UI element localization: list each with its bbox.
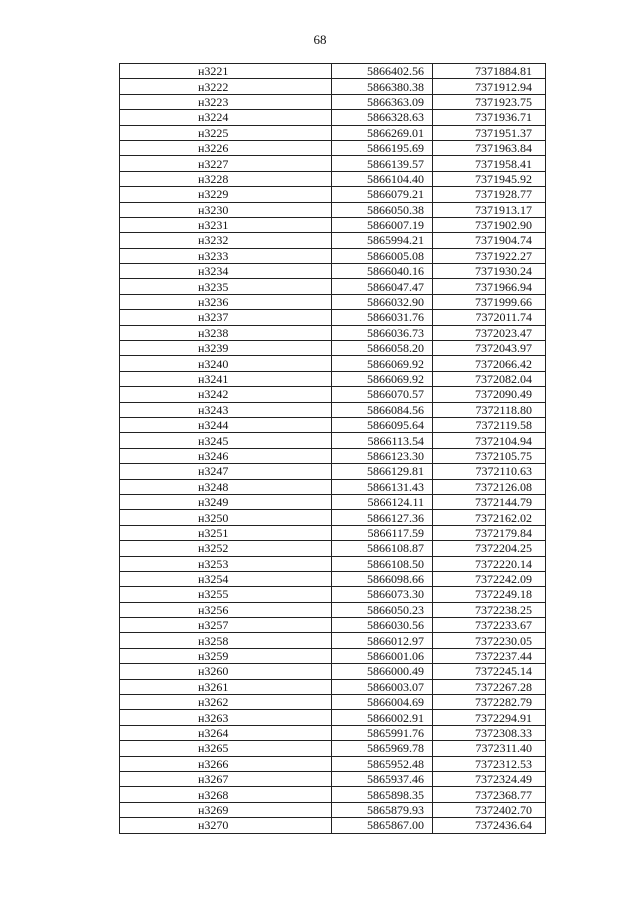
table-row — [120, 402, 546, 417]
x-coordinate-cell: 5865867.00 — [332, 818, 433, 833]
y-coordinate-cell: 7372179.84 — [433, 525, 546, 540]
point-id-cell: н3251 — [120, 525, 332, 540]
x-coordinate-cell: 5866127.36 — [332, 510, 433, 525]
x-coordinate-cell: 5865994.21 — [332, 233, 433, 248]
point-id-cell: н3263 — [120, 710, 332, 725]
x-coordinate-cell: 5866036.73 — [332, 325, 433, 340]
point-id-cell: н3232 — [120, 233, 332, 248]
y-coordinate-cell: 7372402.70 — [433, 802, 546, 817]
y-coordinate-cell: 7371936.71 — [433, 110, 546, 125]
coordinates-table — [119, 63, 546, 834]
table-row — [120, 648, 546, 663]
y-coordinate-cell: 7371963.84 — [433, 140, 546, 155]
table-row — [120, 417, 546, 432]
table-row — [120, 571, 546, 586]
point-id-cell: н3226 — [120, 140, 332, 155]
table-row — [120, 371, 546, 386]
x-coordinate-cell: 5866031.76 — [332, 310, 433, 325]
y-coordinate-cell: 7372011.74 — [433, 310, 546, 325]
point-id-cell: н3250 — [120, 510, 332, 525]
y-coordinate-cell: 7372282.79 — [433, 695, 546, 710]
table-row — [120, 510, 546, 525]
point-id-cell: н3265 — [120, 741, 332, 756]
point-id-cell: н3239 — [120, 341, 332, 356]
x-coordinate-cell: 5866117.59 — [332, 525, 433, 540]
x-coordinate-cell: 5866108.50 — [332, 556, 433, 571]
table-row — [120, 679, 546, 694]
point-id-cell: н3260 — [120, 664, 332, 679]
x-coordinate-cell: 5866098.66 — [332, 571, 433, 586]
y-coordinate-cell: 7372311.40 — [433, 741, 546, 756]
x-coordinate-cell: 5866108.87 — [332, 541, 433, 556]
y-coordinate-cell: 7372312.53 — [433, 756, 546, 771]
point-id-cell: н3269 — [120, 802, 332, 817]
point-id-cell: н3267 — [120, 771, 332, 786]
table-row — [120, 248, 546, 263]
table-row — [120, 556, 546, 571]
x-coordinate-cell: 5866012.97 — [332, 633, 433, 648]
table-row — [120, 618, 546, 633]
y-coordinate-cell: 7372126.08 — [433, 479, 546, 494]
y-coordinate-cell: 7371922.27 — [433, 248, 546, 263]
x-coordinate-cell: 5866070.57 — [332, 387, 433, 402]
x-coordinate-cell: 5866003.07 — [332, 679, 433, 694]
y-coordinate-cell: 7371904.74 — [433, 233, 546, 248]
x-coordinate-cell: 5866129.81 — [332, 464, 433, 479]
table-row — [120, 279, 546, 294]
x-coordinate-cell: 5866073.30 — [332, 587, 433, 602]
table-row — [120, 217, 546, 232]
x-coordinate-cell: 5866380.38 — [332, 79, 433, 94]
table-row — [120, 156, 546, 171]
y-coordinate-cell: 7372043.97 — [433, 341, 546, 356]
point-id-cell: н3234 — [120, 264, 332, 279]
x-coordinate-cell: 5866095.64 — [332, 417, 433, 432]
x-coordinate-cell: 5866104.40 — [332, 171, 433, 186]
point-id-cell: н3252 — [120, 541, 332, 556]
y-coordinate-cell: 7372162.02 — [433, 510, 546, 525]
x-coordinate-cell: 5866030.56 — [332, 618, 433, 633]
table-row — [120, 771, 546, 786]
x-coordinate-cell: 5866005.08 — [332, 248, 433, 263]
y-coordinate-cell: 7372104.94 — [433, 433, 546, 448]
table-row — [120, 725, 546, 740]
table-row — [120, 633, 546, 648]
y-coordinate-cell: 7372242.09 — [433, 571, 546, 586]
x-coordinate-cell: 5865898.35 — [332, 787, 433, 802]
table-row — [120, 756, 546, 771]
point-id-cell: н3243 — [120, 402, 332, 417]
x-coordinate-cell: 5865879.93 — [332, 802, 433, 817]
x-coordinate-cell: 5866050.23 — [332, 602, 433, 617]
x-coordinate-cell: 5866047.47 — [332, 279, 433, 294]
table-row — [120, 479, 546, 494]
y-coordinate-cell: 7372233.67 — [433, 618, 546, 633]
table-row — [120, 818, 546, 833]
table-row — [120, 541, 546, 556]
y-coordinate-cell: 7371902.90 — [433, 217, 546, 232]
table-row — [120, 325, 546, 340]
page-number: 68 — [313, 32, 327, 47]
point-id-cell: н3256 — [120, 602, 332, 617]
y-coordinate-cell: 7372220.14 — [433, 556, 546, 571]
y-coordinate-cell: 7372119.58 — [433, 417, 546, 432]
y-coordinate-cell: 7372082.04 — [433, 371, 546, 386]
x-coordinate-cell: 5866328.63 — [332, 110, 433, 125]
table-row — [120, 125, 546, 140]
x-coordinate-cell: 5866040.16 — [332, 264, 433, 279]
point-id-cell: н3253 — [120, 556, 332, 571]
y-coordinate-cell: 7371930.24 — [433, 264, 546, 279]
table-row — [120, 433, 546, 448]
point-id-cell: н3231 — [120, 217, 332, 232]
y-coordinate-cell: 7371912.94 — [433, 79, 546, 94]
x-coordinate-cell: 5866402.56 — [332, 64, 433, 79]
y-coordinate-cell: 7371928.77 — [433, 187, 546, 202]
point-id-cell: н3266 — [120, 756, 332, 771]
table-row — [120, 140, 546, 155]
table-row — [120, 310, 546, 325]
x-coordinate-cell: 5866000.49 — [332, 664, 433, 679]
table-row — [120, 294, 546, 309]
point-id-cell: н3244 — [120, 417, 332, 432]
table-row — [120, 741, 546, 756]
y-coordinate-cell: 7372105.75 — [433, 448, 546, 463]
y-coordinate-cell: 7372324.49 — [433, 771, 546, 786]
table-row — [120, 94, 546, 109]
x-coordinate-cell: 5866058.20 — [332, 341, 433, 356]
y-coordinate-cell: 7372308.33 — [433, 725, 546, 740]
y-coordinate-cell: 7372436.64 — [433, 818, 546, 833]
table-row — [120, 110, 546, 125]
x-coordinate-cell: 5866269.01 — [332, 125, 433, 140]
x-coordinate-cell: 5866084.56 — [332, 402, 433, 417]
y-coordinate-cell: 7372204.25 — [433, 541, 546, 556]
y-coordinate-cell: 7372294.91 — [433, 710, 546, 725]
point-id-cell: н3238 — [120, 325, 332, 340]
x-coordinate-cell: 5866139.57 — [332, 156, 433, 171]
x-coordinate-cell: 5866363.09 — [332, 94, 433, 109]
y-coordinate-cell: 7372245.14 — [433, 664, 546, 679]
point-id-cell: н3223 — [120, 94, 332, 109]
y-coordinate-cell: 7371951.37 — [433, 125, 546, 140]
point-id-cell: н3233 — [120, 248, 332, 263]
x-coordinate-cell: 5866002.91 — [332, 710, 433, 725]
table-row — [120, 187, 546, 202]
y-coordinate-cell: 7372110.63 — [433, 464, 546, 479]
x-coordinate-cell: 5866032.90 — [332, 294, 433, 309]
table-row — [120, 448, 546, 463]
x-coordinate-cell: 5866131.43 — [332, 479, 433, 494]
point-id-cell: н3242 — [120, 387, 332, 402]
point-id-cell: н3258 — [120, 633, 332, 648]
y-coordinate-cell: 7372118.80 — [433, 402, 546, 417]
table-row — [120, 695, 546, 710]
table-row — [120, 525, 546, 540]
point-id-cell: н3236 — [120, 294, 332, 309]
x-coordinate-cell: 5866195.69 — [332, 140, 433, 155]
y-coordinate-cell: 7372023.47 — [433, 325, 546, 340]
y-coordinate-cell: 7371958.41 — [433, 156, 546, 171]
point-id-cell: н3262 — [120, 695, 332, 710]
point-id-cell: н3240 — [120, 356, 332, 371]
point-id-cell: н3261 — [120, 679, 332, 694]
y-coordinate-cell: 7372238.25 — [433, 602, 546, 617]
point-id-cell: н3228 — [120, 171, 332, 186]
table-row — [120, 171, 546, 186]
point-id-cell: н3230 — [120, 202, 332, 217]
x-coordinate-cell: 5866004.69 — [332, 695, 433, 710]
table-row — [120, 587, 546, 602]
point-id-cell: н3237 — [120, 310, 332, 325]
point-id-cell: н3225 — [120, 125, 332, 140]
y-coordinate-cell: 7372144.79 — [433, 494, 546, 509]
y-coordinate-cell: 7372249.18 — [433, 587, 546, 602]
y-coordinate-cell: 7371884.81 — [433, 64, 546, 79]
y-coordinate-cell: 7372267.28 — [433, 679, 546, 694]
table-row — [120, 233, 546, 248]
point-id-cell: н3264 — [120, 725, 332, 740]
point-id-cell: н3245 — [120, 433, 332, 448]
y-coordinate-cell: 7371966.94 — [433, 279, 546, 294]
y-coordinate-cell: 7371913.17 — [433, 202, 546, 217]
point-id-cell: н3248 — [120, 479, 332, 494]
table-row — [120, 202, 546, 217]
point-id-cell: н3268 — [120, 787, 332, 802]
x-coordinate-cell: 5865952.48 — [332, 756, 433, 771]
x-coordinate-cell: 5866069.92 — [332, 356, 433, 371]
point-id-cell: н3241 — [120, 371, 332, 386]
point-id-cell: н3249 — [120, 494, 332, 509]
point-id-cell: н3259 — [120, 648, 332, 663]
point-id-cell: н3257 — [120, 618, 332, 633]
y-coordinate-cell: 7371945.92 — [433, 171, 546, 186]
table-row — [120, 664, 546, 679]
point-id-cell: н3222 — [120, 79, 332, 94]
x-coordinate-cell: 5865991.76 — [332, 725, 433, 740]
x-coordinate-cell: 5866124.11 — [332, 494, 433, 509]
table-row — [120, 710, 546, 725]
y-coordinate-cell: 7372090.49 — [433, 387, 546, 402]
table-row — [120, 79, 546, 94]
y-coordinate-cell: 7372368.77 — [433, 787, 546, 802]
table-row — [120, 264, 546, 279]
y-coordinate-cell: 7371999.66 — [433, 294, 546, 309]
point-id-cell: н3221 — [120, 64, 332, 79]
x-coordinate-cell: 5866007.19 — [332, 217, 433, 232]
x-coordinate-cell: 5866123.30 — [332, 448, 433, 463]
y-coordinate-cell: 7372237.44 — [433, 648, 546, 663]
coordinates-table-body — [120, 64, 546, 834]
point-id-cell: н3255 — [120, 587, 332, 602]
x-coordinate-cell: 5865969.78 — [332, 741, 433, 756]
point-id-cell: н3254 — [120, 571, 332, 586]
y-coordinate-cell: 7372066.42 — [433, 356, 546, 371]
point-id-cell: н3270 — [120, 818, 332, 833]
x-coordinate-cell: 5866113.54 — [332, 433, 433, 448]
point-id-cell: н3227 — [120, 156, 332, 171]
table-row — [120, 464, 546, 479]
table-row — [120, 341, 546, 356]
x-coordinate-cell: 5866001.06 — [332, 648, 433, 663]
table-row — [120, 787, 546, 802]
table-row — [120, 802, 546, 817]
point-id-cell: н3224 — [120, 110, 332, 125]
y-coordinate-cell: 7371923.75 — [433, 94, 546, 109]
table-row — [120, 64, 546, 79]
point-id-cell: н3229 — [120, 187, 332, 202]
x-coordinate-cell: 5866079.21 — [332, 187, 433, 202]
x-coordinate-cell: 5866069.92 — [332, 371, 433, 386]
table-row — [120, 356, 546, 371]
table-row — [120, 494, 546, 509]
y-coordinate-cell: 7372230.05 — [433, 633, 546, 648]
x-coordinate-cell: 5865937.46 — [332, 771, 433, 786]
point-id-cell: н3235 — [120, 279, 332, 294]
point-id-cell: н3246 — [120, 448, 332, 463]
table-row — [120, 602, 546, 617]
x-coordinate-cell: 5866050.38 — [332, 202, 433, 217]
table-row — [120, 387, 546, 402]
point-id-cell: н3247 — [120, 464, 332, 479]
